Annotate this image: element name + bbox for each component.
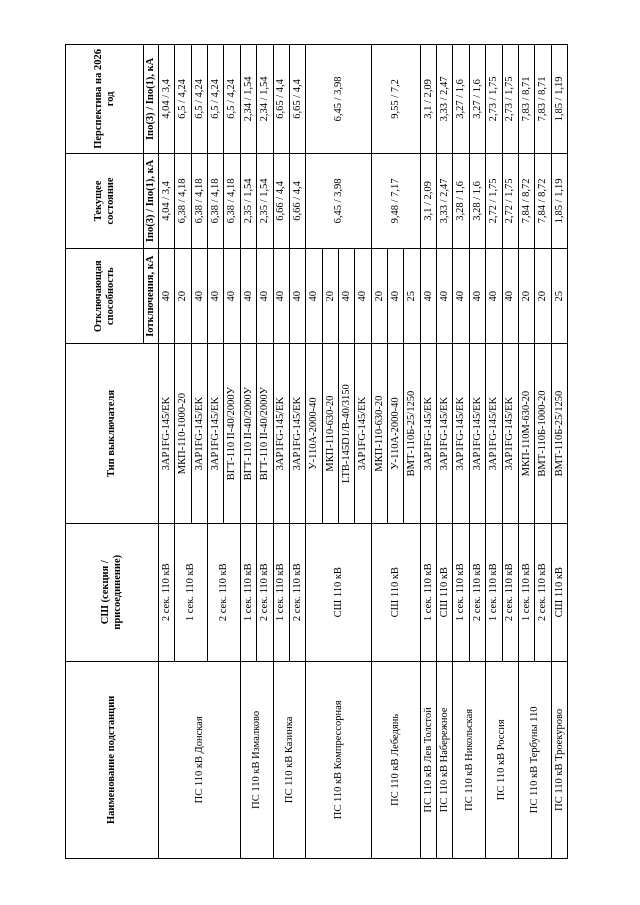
cell-perspective: 2,34 / 1,54 — [257, 45, 273, 154]
cell-breaker: У-110А-2000-40 — [388, 344, 404, 523]
cell-breaker: 3AP1FG-145/EK — [159, 344, 175, 523]
cell-current: 6,38 / 4,18 — [208, 153, 224, 248]
cell-capacity: 40 — [224, 249, 240, 344]
cell-capacity: 40 — [486, 249, 502, 344]
cell-substation: ПС 110 кВ Трoекурово — [551, 661, 567, 858]
cell-substation: ПС 110 кВ Казинка — [273, 661, 306, 858]
cell-breaker: 3AP1FG-145/EK — [355, 344, 371, 523]
cell-current: 2,72 / 1,75 — [486, 153, 502, 248]
cell-busbar: 1 сек. 110 кВ — [240, 523, 256, 661]
cell-capacity: 20 — [175, 249, 191, 344]
cell-capacity: 40 — [257, 249, 273, 344]
cell-perspective: 4,04 / 3,4 — [159, 45, 175, 154]
cell-breaker: МКП-110М-630-20 — [518, 344, 534, 523]
cell-current: 3,28 / 1,6 — [453, 153, 469, 248]
cell-breaker: 3AP1FG-145/EK — [273, 344, 289, 523]
table-row — [518, 45, 534, 859]
cell-capacity: 40 — [469, 249, 485, 344]
cell-current: 2,72 / 1,75 — [502, 153, 518, 248]
cell-busbar: 2 сек. 110 кВ — [535, 523, 551, 661]
cell-capacity: 40 — [208, 249, 224, 344]
cell-current: 2,35 / 1,54 — [257, 153, 273, 248]
header-breaker-type: Тип выключателя — [66, 344, 159, 523]
cell-current: 6,38 / 4,18 — [175, 153, 191, 248]
cell-busbar: 1 сек. 110 кВ — [518, 523, 534, 661]
cell-busbar: СШ 110 кВ — [371, 523, 420, 661]
cell-current: 6,66 / 4,4 — [273, 153, 289, 248]
cell-current: 3,1 / 2,09 — [420, 153, 436, 248]
cell-busbar: СШ 110 кВ — [437, 523, 453, 661]
cell-capacity: 20 — [371, 249, 387, 344]
cell-substation: ПС 110 кВ Тербуны 110 — [518, 661, 551, 858]
cell-perspective: 6,5 / 4,24 — [224, 45, 240, 154]
cell-capacity: 20 — [535, 249, 551, 344]
cell-perspective: 6,65 / 4,4 — [289, 45, 305, 154]
cell-capacity: 40 — [502, 249, 518, 344]
cell-busbar: 1 сек. 110 кВ — [175, 523, 208, 661]
cell-perspective: 3,27 / 1,6 — [469, 45, 485, 154]
table-row — [437, 45, 453, 859]
cell-busbar: СШ 110 кВ — [306, 523, 371, 661]
table-row — [159, 45, 175, 859]
cell-busbar: 2 сек. 110 кВ — [159, 523, 175, 661]
header-breaking-capacity-unit: Iотключения, кА — [144, 249, 159, 344]
cell-busbar: 1 сек. 110 кВ — [453, 523, 469, 661]
cell-capacity: 25 — [551, 249, 567, 344]
cell-substation: ПС 110 кВ Лебедянь — [371, 661, 420, 858]
cell-breaker: 3AP1FG-145/EK — [420, 344, 436, 523]
cell-breaker: 3AP1FG-145/EK — [208, 344, 224, 523]
cell-breaker: 3AP1FG-145/EK — [502, 344, 518, 523]
cell-busbar: 2 сек. 110 кВ — [502, 523, 518, 661]
cell-breaker: ВМТ-110Б-25/1250 — [551, 344, 567, 523]
cell-breaker: 3AP1FG-145/EK — [453, 344, 469, 523]
cell-breaker: ВМТ-110Б-1000-20 — [535, 344, 551, 523]
cell-capacity: 40 — [437, 249, 453, 344]
cell-perspective: 6,5 / 4,24 — [208, 45, 224, 154]
cell-perspective: 6,65 / 4,4 — [273, 45, 289, 154]
cell-busbar: 2 сек. 110 кВ — [208, 523, 241, 661]
cell-capacity: 40 — [453, 249, 469, 344]
cell-capacity: 40 — [289, 249, 305, 344]
cell-breaker: ВМТ-110Б-25/1250 — [404, 344, 420, 523]
cell-current: 7,84 / 8,72 — [518, 153, 534, 248]
cell-busbar: СШ 110 кВ — [551, 523, 567, 661]
cell-capacity: 40 — [191, 249, 207, 344]
cell-perspective: 2,73 / 1,75 — [486, 45, 502, 154]
cell-perspective: 6,5 / 4,24 — [191, 45, 207, 154]
cell-capacity: 20 — [518, 249, 534, 344]
cell-perspective: 6,45 / 3,98 — [306, 45, 371, 154]
cell-substation: ПС 110 кВ Компрессорная — [306, 661, 371, 858]
cell-current: 2,35 / 1,54 — [240, 153, 256, 248]
header-current-state-unit: Iпо(3) / Iпо(1), кА — [144, 153, 159, 248]
cell-busbar: 1 сек. 110 кВ — [273, 523, 289, 661]
breaker-table — [65, 44, 568, 859]
cell-breaker: 3AP1FG-145/EK — [191, 344, 207, 523]
cell-current: 9,48 / 7,17 — [371, 153, 420, 248]
cell-busbar: 2 сек. 110 кВ — [257, 523, 273, 661]
cell-capacity: 40 — [420, 249, 436, 344]
header-breaking-capacity: Отключающая способность — [66, 249, 144, 344]
cell-substation: ПС 110 кВ Набережное — [437, 661, 453, 858]
table-row — [371, 45, 387, 859]
cell-capacity: 40 — [338, 249, 354, 344]
cell-perspective: 6,5 / 4,24 — [175, 45, 191, 154]
cell-busbar: 2 сек. 110 кВ — [469, 523, 485, 661]
cell-breaker: ВГТ-110 II-40/2000У — [257, 344, 273, 523]
table-row — [273, 45, 289, 859]
cell-breaker: МКП-110-1000-20 — [175, 344, 191, 523]
cell-capacity: 40 — [240, 249, 256, 344]
table-row — [306, 45, 322, 859]
cell-perspective: 3,1 / 2,09 — [420, 45, 436, 154]
cell-capacity: 25 — [404, 249, 420, 344]
cell-perspective: 1,85 / 1,19 — [551, 45, 567, 154]
cell-current: 1,85 / 1,19 — [551, 153, 567, 248]
cell-breaker: 3AP1FG-145/EK — [437, 344, 453, 523]
cell-busbar: 2 сек. 110 кВ — [289, 523, 305, 661]
cell-current: 6,38 / 4,18 — [191, 153, 207, 248]
cell-breaker: ВГТ-110 II-40/2000У — [224, 344, 240, 523]
cell-breaker: У-110А-2000-40 — [306, 344, 322, 523]
header-current-state: Текущее состояние — [66, 153, 144, 248]
table-row — [486, 45, 502, 859]
cell-substation: ПС 110 кВ Измалково — [240, 661, 273, 858]
cell-capacity: 40 — [159, 249, 175, 344]
cell-breaker: МКП-110-630-20 — [371, 344, 387, 523]
cell-perspective: 7,83 / 8,71 — [518, 45, 534, 154]
cell-current: 3,33 / 2,47 — [437, 153, 453, 248]
cell-current: 6,38 / 4,18 — [224, 153, 240, 248]
table-row — [551, 45, 567, 859]
header-busbar: СШ (секция / присоединение) — [66, 523, 159, 661]
header-perspective: Перспектива на 2026 год — [66, 45, 144, 154]
cell-busbar: 1 сек. 110 кВ — [486, 523, 502, 661]
cell-current: 6,45 / 3,98 — [306, 153, 371, 248]
cell-perspective: 3,27 / 1,6 — [453, 45, 469, 154]
rotated-table-wrapper — [65, 44, 568, 859]
cell-breaker: 3AP1FG-145/EK — [486, 344, 502, 523]
cell-current: 3,28 / 1,6 — [469, 153, 485, 248]
cell-substation: ПС 110 кВ Россия — [486, 661, 519, 858]
cell-capacity: 20 — [322, 249, 338, 344]
cell-capacity: 40 — [306, 249, 322, 344]
cell-substation: ПС 110 кВ Лев Толстой — [420, 661, 436, 858]
header-substation: Наименование подстанции — [66, 661, 159, 858]
cell-substation: ПС 110 кВ Донская — [159, 661, 241, 858]
cell-capacity: 40 — [388, 249, 404, 344]
table-row — [240, 45, 256, 859]
cell-capacity: 40 — [273, 249, 289, 344]
cell-capacity: 40 — [355, 249, 371, 344]
cell-breaker: 3AP1FG-145/EK — [469, 344, 485, 523]
cell-breaker: ВГТ-110 II-40/2000У — [240, 344, 256, 523]
cell-breaker: LTB-145D1/B-40/3150 — [338, 344, 354, 523]
cell-perspective: 3,33 / 2,47 — [437, 45, 453, 154]
header-perspective-unit: Iпо(3) / Iпо(1), кА — [144, 45, 159, 154]
cell-perspective: 2,73 / 1,75 — [502, 45, 518, 154]
cell-substation: ПС 110 кВ Никольская — [453, 661, 486, 858]
cell-breaker: МКП-110-630-20 — [322, 344, 338, 523]
cell-current: 6,66 / 4,4 — [289, 153, 305, 248]
table-row — [453, 45, 469, 859]
cell-perspective: 2,34 / 1,54 — [240, 45, 256, 154]
cell-perspective: 9,55 / 7,2 — [371, 45, 420, 154]
cell-breaker: 3AP1FG-145/EK — [289, 344, 305, 523]
cell-current: 7,84 / 8,72 — [535, 153, 551, 248]
cell-current: 4,04 / 3,4 — [159, 153, 175, 248]
table-row — [420, 45, 436, 859]
cell-busbar: 1 сек. 110 кВ — [420, 523, 436, 661]
cell-perspective: 7,83 / 8,71 — [535, 45, 551, 154]
